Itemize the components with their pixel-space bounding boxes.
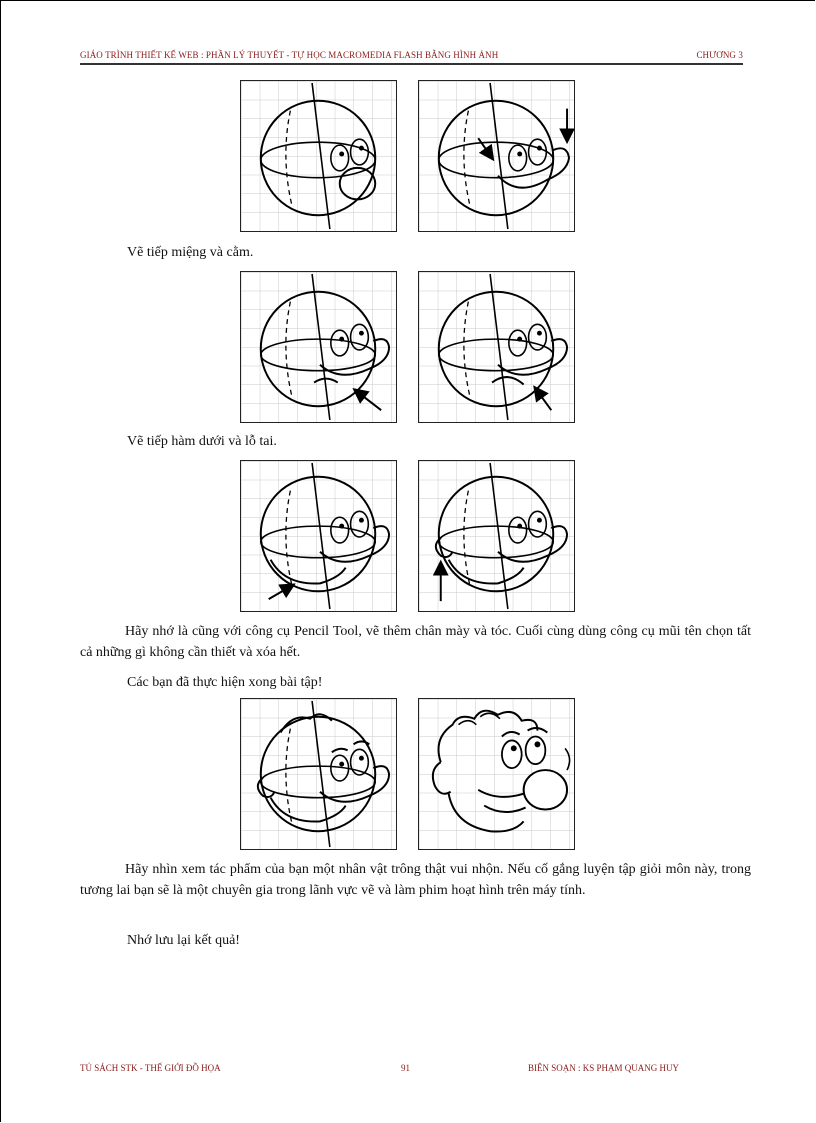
footer-series: TỦ SÁCH STK - THẾ GIỚI ĐỒ HỌA bbox=[80, 1063, 221, 1073]
figure-step-3a bbox=[240, 460, 397, 612]
figure-step-4a bbox=[240, 698, 397, 850]
paragraph-instructions: Hãy nhớ là cũng với công cụ Pencil Tool, vẽ thêm chân mày và tóc. Cuối cùng dùng công cụ mũi tên chọn tất cả những gì không cần thiết và xóa hết. bbox=[80, 624, 751, 660]
running-header bbox=[80, 50, 743, 65]
figure-step-2a bbox=[240, 271, 397, 423]
footer-author: BIÊN SOẠN : KS PHẠM QUANG HUY bbox=[528, 1063, 680, 1073]
footer-page-number: 91 bbox=[401, 1063, 410, 1073]
figure-step-2b bbox=[418, 271, 575, 423]
caption-step-2: Vẽ tiếp hàm dưới và lỗ tai. bbox=[127, 434, 277, 449]
figure-step-1a bbox=[240, 80, 397, 232]
figure-step-3b bbox=[418, 460, 575, 612]
header-chapter: CHƯƠNG 3 bbox=[696, 50, 743, 60]
caption-step-1: Vẽ tiếp miệng và cằm. bbox=[127, 245, 254, 260]
paragraph-save-reminder: Nhớ lưu lại kết quả! bbox=[127, 933, 240, 948]
figure-step-1b bbox=[418, 80, 575, 232]
paragraph-conclusion: Hãy nhìn xem tác phẩm của bạn một nhân vật trông thật vui nhộn. Nếu cố gắng luyện tập giỏi môn này, trong tương lai bạn sẽ là một chuyên gia trong lãnh vực vẽ và làm phim hoạt hình trên máy tính. bbox=[80, 862, 751, 898]
figure-step-4b bbox=[418, 698, 575, 850]
header-title: GIÁO TRÌNH THIẾT KẾ WEB : PHẦN LÝ THUYẾT - TỰ HỌC MACROMEDIA FLASH BẰNG HÌNH ẢNH bbox=[80, 50, 499, 60]
paragraph-done: Các bạn đã thực hiện xong bài tập! bbox=[127, 675, 323, 690]
